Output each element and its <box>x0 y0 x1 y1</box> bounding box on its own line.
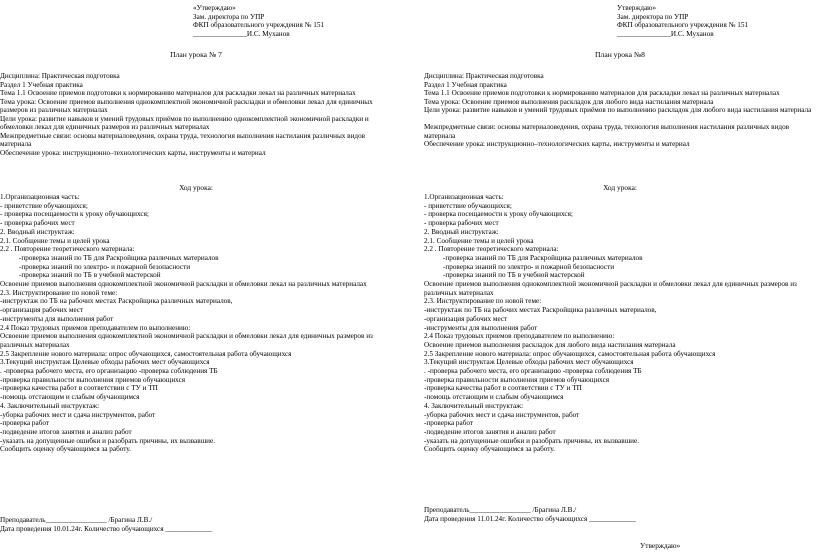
meta-line: Цели урока: развитие навыков и умений трудовых приёмов по выполнению однокомплектной экономичной раскладки и обмеловки лекал для единичных размеров из различных материалах <box>0 114 369 132</box>
step-line: 4. Заключительный инструктаж: <box>424 401 524 410</box>
step-line: - проверка рабочих мест <box>424 219 499 228</box>
approval-line: Зам. директора по УПР <box>193 12 265 21</box>
step-line: -уборка рабочих мест и сдача инструментов, работ <box>0 410 156 419</box>
meta-line: Дисциплина: Практическая подготовка <box>0 72 120 80</box>
signature-footer <box>0 516 392 533</box>
step-line: 4. Заключительный инструктаж: <box>0 401 100 410</box>
meta-line: Тема урока: Освоение приемов выполнения однокомплектной экономичной раскладки и обмеловки лекал для единичных размеров из различных материалах <box>0 97 373 115</box>
step-line: 2. Вводный инструктаж: <box>424 227 499 236</box>
step-line: 1.Организационная часть: <box>0 193 80 201</box>
step-line: 2.5 Закрепление нового материала: опрос обучающихся, самостоятельная работа обучающихся <box>424 349 716 358</box>
meta-line: Тема 1.1 Освоение приемов подготовки к нормированию материалов для раскладки лекал на различных материалах <box>0 89 356 98</box>
step-line: 3.Текущий инструктаж Целевые обходы рабочих мест обучающихся <box>424 358 634 367</box>
lesson-plan-8 <box>424 0 816 553</box>
lesson-plan-7 <box>0 0 392 553</box>
step-line: -инструктаж по ТБ на рабочих местах Раскройщика различных материалов, <box>0 297 233 306</box>
step-line: . -проверка рабочего места, его организацию -проверка соблюдения ТБ <box>424 367 642 376</box>
step-line: -проверка знаний по ТБ в учебной мастерской <box>443 271 585 280</box>
step-line: -проверка знаний по электро- и пожарной безопасности <box>443 262 615 271</box>
step-line: -уборка рабочих мест и сдача инструментов, работ <box>424 410 580 419</box>
step-line: -проверка правильности выполнения приемов обучающихся <box>424 375 610 384</box>
plan-title: План урока №8 <box>595 50 645 59</box>
meta-line: Обеспечение урока: инструкционно–технологических карты, инструменты и материал <box>424 140 690 149</box>
meta-line <box>424 115 816 124</box>
step-line: 2.5 Закрепление нового материала: опрос обучающихся, самостоятельная работа обучающихся <box>0 349 292 358</box>
step-line: -организация рабочих мест <box>0 306 84 315</box>
step-line: -проверка качества работ в соответствии с ТУ и ТП <box>424 384 582 393</box>
step-line: -организация рабочих мест <box>424 314 508 323</box>
step-line: -проверка знаний по ТБ для Раскройщика различных материалов <box>19 253 219 262</box>
step-line: 1.Организационная часть: <box>424 193 504 201</box>
next-approval-stamp: Утверждаю» <box>640 541 681 550</box>
teacher-signature: Преподаватель_________________ /Брагина Л.В./ <box>424 506 577 514</box>
approval-line: _______________И.С. Муханов <box>193 29 290 38</box>
step-line: -подведение итогов занятия и анализ работ <box>0 427 132 436</box>
step-line: Освоение приемов выполнения однокомплектной экономичной раскладки и обмеловки лекал для единичных размеров из различных материалах <box>424 280 797 297</box>
meta-line: Дисциплина: Практическая подготовка <box>424 72 544 80</box>
step-line: 2.3. Инструктирование по новой теме: <box>424 297 542 306</box>
approval-block <box>193 4 393 38</box>
meta-line: Обеспечение урока: инструкционно–технологических карты, инструменты и материал <box>0 148 266 157</box>
plan-title: План урока № 7 <box>170 50 222 59</box>
approval-line: Утверждаю» <box>617 4 657 12</box>
step-line: - приветствие обучающихся; <box>0 201 88 210</box>
step-line: Сообщить оценку обучающимся за работу. <box>0 445 131 454</box>
lesson-date: Дата проведения 10.01.24г. Количество обучающихся _____________ <box>0 524 213 533</box>
step-line: -проверка знаний по электро- и пожарной безопасности <box>19 262 191 271</box>
step-line: 2.2 . Повторение теоретического материала: <box>424 245 559 254</box>
approval-line: ФКП образовательного учреждения № 151 <box>617 21 749 30</box>
lesson-date: Дата проведения 11.01.24г. Количество обучающихся _____________ <box>424 514 636 523</box>
step-line: -проверка работ <box>424 419 474 428</box>
meta-line: Межпредметные связи: основы материаловедения, охрана труда, технология выполнения настилания различных видов материала <box>0 131 366 149</box>
step-line: . -проверка рабочего места, его организацию -проверка соблюдения ТБ <box>0 367 218 376</box>
signature-footer <box>424 506 816 523</box>
step-line: 2. Вводный инструктаж: <box>0 227 75 236</box>
step-line: -помощь отстающим и слабым обучающимся <box>424 393 564 402</box>
step-line: -проверка качества работ в соответствии с ТУ и ТП <box>0 384 158 393</box>
step-line: 2.2 . Повторение теоретического материала: <box>0 245 135 254</box>
step-line: - проверка посещаемости к уроку обучающихся; <box>0 210 149 219</box>
step-line: 2.4 Показ трудовых приемов преподавателем по выполнению: <box>0 323 191 332</box>
meta-line: Межпредметные связи: основы материаловедения, охрана труда, технология выполнения настилания различных видов материала <box>424 123 790 140</box>
step-line: -проверка правильности выполнения приемов обучающихся <box>0 375 186 384</box>
meta-line: Тема 1.1 Освоение приемов подготовки к нормированию материалов для раскладки лекал на различных материалах <box>424 89 780 98</box>
approval-line: «Утверждаю» <box>193 4 236 12</box>
step-line: -указать на допущенные ошибки и разобрать причины, их вызвавшие. <box>0 436 215 445</box>
lesson-progress-title: Ход урока: <box>603 183 637 192</box>
step-line: - проверка рабочих мест <box>0 219 75 228</box>
step-line: -инструктаж по ТБ на рабочих местах Раскройщика различных материалов, <box>424 306 657 315</box>
step-line: 2.4 Показ трудовых приемов преподавателем по выполнению: <box>424 332 615 341</box>
step-line: 2.1. Сообщение темы и целей урока <box>424 236 534 245</box>
lesson-progress-title: Ход урока: <box>179 183 213 192</box>
step-line: Сообщить оценку обучающимся за работу. <box>424 445 555 454</box>
approval-line: ФКП образовательного учреждения № 151 <box>193 21 325 30</box>
step-line: 2.3. Инструктирование по новой теме: <box>0 288 118 297</box>
step-line: Освоение приемов выполнения раскладок для любого вида настилания материала <box>424 340 676 349</box>
approval-line: _______________И.С. Муханов <box>617 29 714 38</box>
lesson-meta <box>424 72 816 149</box>
lesson-steps <box>424 193 816 454</box>
step-line: - проверка посещаемости к уроку обучающихся; <box>424 210 573 219</box>
lesson-steps <box>0 193 392 454</box>
step-line: Освоение приемов выполнения однокомплектной экономичной раскладки и обмеловки лекал на различных материалах <box>0 280 367 289</box>
teacher-signature: Преподаватель_________________ /Брагина Л.В./ <box>0 516 153 524</box>
meta-line: Тема урока: Освоение приемов выполнения раскладок для любого вида настилания материала <box>424 97 714 106</box>
meta-line: Раздел 1 Учебная практика <box>0 80 83 89</box>
step-line: -проверка знаний по ТБ для Раскройщика различных материалов <box>443 253 643 262</box>
step-line: - приветствие обучающихся; <box>424 201 512 210</box>
step-line: 3.Текущий инструктаж Целевые обходы рабочих мест обучающихся <box>0 358 210 367</box>
step-line: -проверка работ <box>0 419 50 428</box>
step-line: -инструменты для выполнения работ <box>424 323 538 332</box>
lesson-meta <box>0 72 392 157</box>
step-line: 2.1. Сообщение темы и целей урока <box>0 236 110 245</box>
step-line: Освоение приемов выполнения однокомплектной экономичной раскладки и обмеловки лекал для единичных размеров из различных материалах <box>0 332 373 349</box>
step-line: -инструменты для выполнения работ <box>0 314 114 323</box>
step-line: -помощь отстающим и слабым обучающимся <box>0 393 140 402</box>
approval-line: Зам. директора по УПР <box>617 12 689 21</box>
step-line: -проверка знаний по ТБ в учебной мастерской <box>19 271 161 280</box>
meta-line: Раздел 1 Учебная практика <box>424 80 507 89</box>
approval-block <box>617 4 816 38</box>
step-line: -подведение итогов занятия и анализ работ <box>424 427 556 436</box>
meta-line: Цели урока: развитие навыков и умений трудовых приёмов по выполнению раскладок для любого вида настилания материала <box>424 106 812 115</box>
step-line: -указать на допущенные ошибки и разобрать причины, их вызвавшие. <box>424 436 639 445</box>
